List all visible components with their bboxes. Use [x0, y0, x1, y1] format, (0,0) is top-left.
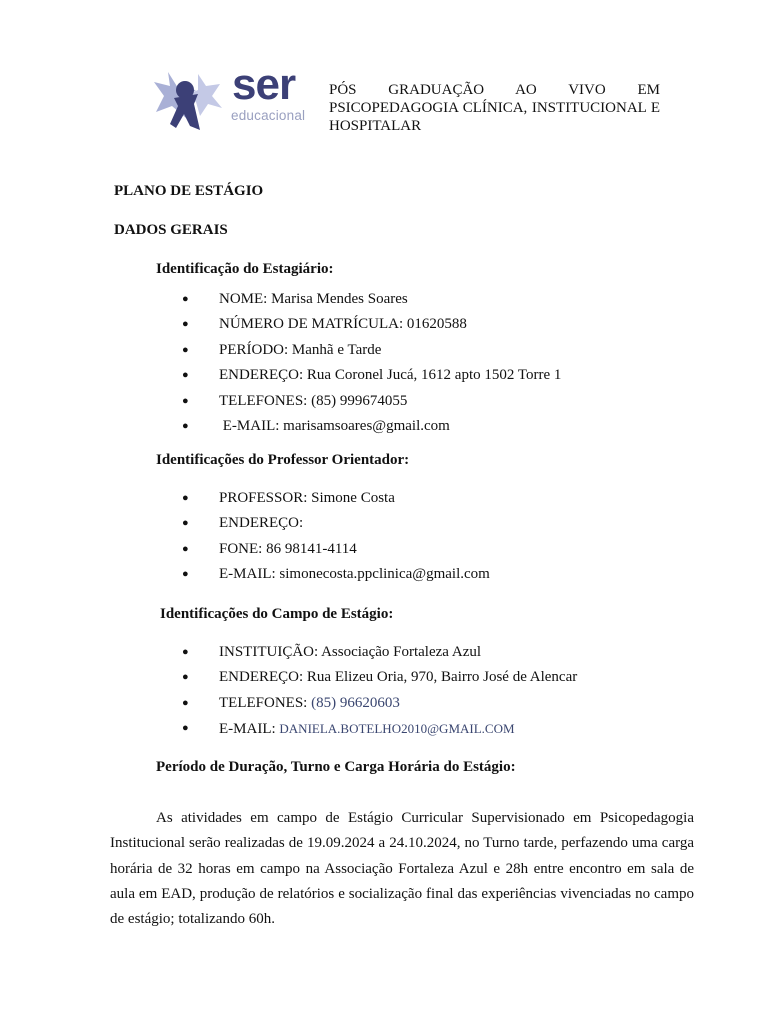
bullet-icon: ●: [182, 542, 189, 555]
campo-heading: Identificações do Campo de Estágio:: [160, 606, 394, 622]
bullet-icon: ●: [182, 419, 189, 432]
email-label: E-MAIL:: [219, 721, 280, 738]
logo-wordmark: ser: [232, 60, 296, 109]
bullet-icon: ●: [182, 646, 189, 658]
dados-gerais-title: DADOS GERAIS: [114, 222, 228, 238]
bullet-icon: ●: [182, 568, 189, 581]
email-link[interactable]: DANIELA.BOTELHO2010@GMAIL.COM: [279, 721, 515, 737]
estagiario-heading: Identificação do Estagiário:: [156, 261, 334, 277]
professor-heading: Identificações do Professor Orientador:: [156, 452, 410, 468]
bullet-icon: ●: [182, 369, 189, 382]
telefones-value: (85) 96620603: [311, 694, 400, 711]
plano-title: PLANO DE ESTÁGIO: [114, 183, 264, 199]
star-figure-icon: [154, 68, 226, 134]
periodo-heading: Período de Duração, Turno e Carga Horária do Estágio:: [156, 759, 516, 775]
bullet-icon: ●: [182, 696, 189, 709]
bullet-icon: ●: [182, 293, 189, 305]
bullet-icon: ●: [182, 394, 189, 407]
bullet-icon: ●: [182, 722, 189, 735]
logo-subtitle: educacional: [231, 108, 306, 123]
bullet-icon: ●: [182, 318, 189, 331]
ser-educacional-logo: [154, 60, 306, 134]
bullet-icon: ●: [182, 517, 189, 530]
bullet-icon: ●: [182, 343, 189, 356]
telefones-label: TELEFONES:: [219, 694, 312, 711]
periodo-paragraph: As atividades em campo de Estágio Curricular Supervisionado em Psicopedagogia Institucional serão realizadas de 19.09.2024 a 24.10.2024, no Turno tarde, perfazendo uma carga horária de 32 horas em campo na Associação Fortaleza Azul e 28h entre encontro em sala de aula em EAD, produção de relatórios e socialização final das experiências vivenciadas no campo de estágio; totalizando 60h.: [110, 810, 694, 928]
bullet-icon: ●: [182, 492, 189, 504]
course-title: PÓS GRADUAÇÃO AO VIVO EM PSICOPEDAGOGIA CLÍNICA, INSTITUCIONAL E HOSPITALAR: [329, 82, 660, 134]
bullet-icon: ●: [182, 671, 189, 684]
